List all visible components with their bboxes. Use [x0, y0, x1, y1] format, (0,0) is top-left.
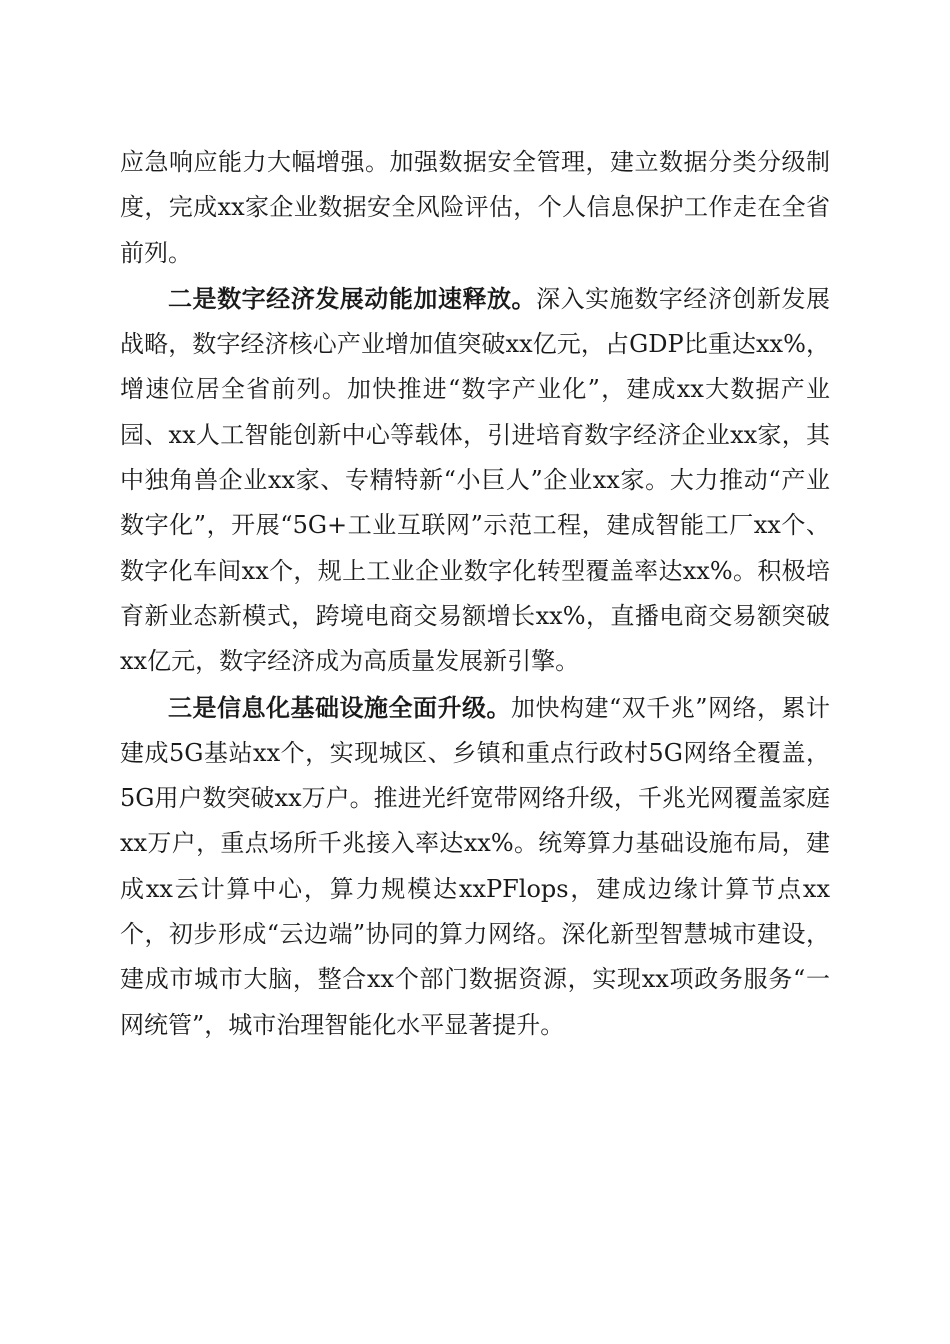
paragraph-text: 加快构建“双千兆”网络，累计建成5G基站xx个，实现城区、乡镇和重点行政村5G网络全覆盖，5G用户数突破xx万户。推进光纤宽带网络升级，千兆光网覆盖家庭xx万户，重点场所千兆接入率达xx%。统筹算力基础设施布局，建成xx云计算中心，算力规模达xxPFlops，建成边缘计算节点xx个，初步形成“云边端”协同的算力网络。深化新型智慧城市建设，建成市城市大脑，整合xx个部门数据资源，实现xx项政务服务“一网统管”，城市治理智能化水平显著提升。: [120, 693, 830, 1039]
paragraph-text: 应急响应能力大幅增强。加强数据安全管理，建立数据分类分级制度，完成xx家企业数据安全风险评估，个人信息保护工作走在全省前列。: [120, 148, 830, 267]
paragraph-text: 深入实施数字经济创新发展战略，数字经济核心产业增加值突破xx亿元，占GDP比重达xx%，增速位居全省前列。加快推进“数字产业化”，建成xx大数据产业园、xx人工智能创新中心等载体，引进培育数字经济企业xx家，其中独角兽企业xx家、专精特新“小巨人”企业xx家。大力推动“产业数字化”，开展“5G+工业互联网”示范工程，建成智能工厂xx个、数字化车间xx个，规上工业企业数字化转型覆盖率达xx%。积极培育新业态新模式，跨境电商交易额增长xx%，直播电商交易额突破xx亿元，数字经济成为高质量发展新引擎。: [120, 284, 831, 676]
document-body: [120, 140, 830, 1048]
paragraph-infrastructure: [120, 685, 830, 1048]
paragraph-continuation: [120, 140, 830, 276]
paragraph-lead-heading: 三是信息化基础设施全面升级。: [168, 692, 511, 722]
paragraph-lead-heading: 二是数字经济发展动能加速释放。: [168, 283, 537, 313]
paragraph-digital-economy: [120, 276, 830, 685]
